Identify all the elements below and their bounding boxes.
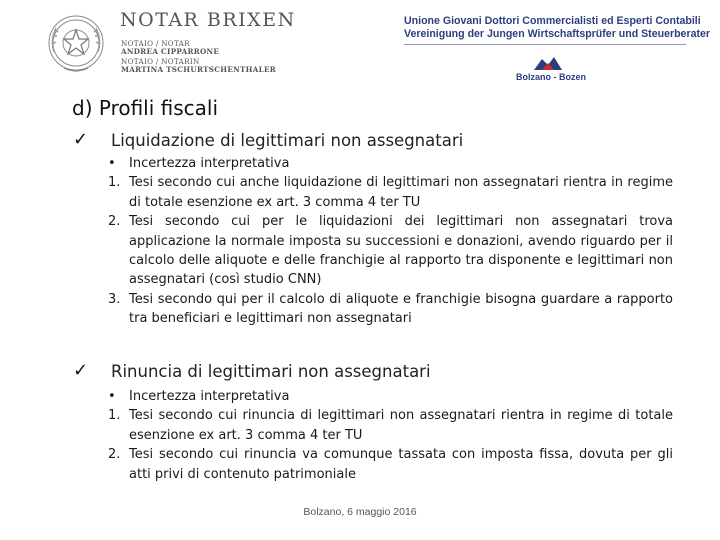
list-item [108,212,673,290]
list-item [108,406,673,445]
list-item-text: Tesi secondo cui per le liquidazioni dei legittimari non assegnatari trova applicazione la normale imposta su successioni e donazioni, avendo riguardo per il calcolo delle aliquote e delle franchigie al rapporto tra disponente e legittimari non assegnatari (così studio CNN) [129,214,673,288]
notary-name-2: MARTINA TSCHURTSCHENTHALER [121,65,277,74]
notary-emblem-icon [40,10,112,76]
list-item-text: Tesi secondo cui rinuncia di legittimari non assegnatari rientra in regime di totale esenzione ex art. 3 comma 4 ter TU [129,408,673,443]
association-line-it: Unione Giovani Dottori Commercialisti ed Esperti Contabili [404,15,701,27]
list-item-text: Tesi secondo qui per il calcolo di aliquote e franchigie bisogna guardare a rapporto tra beneficiari e legittimari non assegnatari [129,291,673,327]
section-list-liquidazione [108,154,673,329]
association-divider [404,44,686,45]
check-icon: ✓ [73,129,89,150]
list-number: 1. [108,408,121,424]
bullet-marker: • [108,389,116,404]
list-item [108,154,673,173]
notary-name-1: ANDREA CIPPARRONE [121,47,220,56]
association-line-de: Vereinigung der Jungen Wirtschaftsprüfer und Steuerberater [404,28,711,40]
list-number: 1. [108,175,121,191]
notary-label-1: NOTAIO / NOTAR [121,39,190,48]
section-title-rinuncia: Rinuncia di legittimari non assegnatari [111,362,431,381]
list-item [108,445,673,484]
section-title-liquidazione: Liquidazione di legittimari non assegnatari [111,131,464,150]
notary-label-2: NOTAIO / NOTARIN [121,57,200,66]
list-item-text: Incertezza interpretativa [129,389,290,404]
list-number: 3. [108,291,121,307]
list-item-text: Tesi secondo cui rinuncia va comunque tassata con imposta fissa, dovuta per gli atti privi di contenuto patrimoniale [129,447,673,482]
footer-date: Bolzano, 6 maggio 2016 [303,506,417,518]
association-city: Bolzano - Bozen [516,72,586,82]
list-item [108,387,673,406]
list-number: 2. [108,447,121,463]
page-title: d) Profili fiscali [72,96,219,120]
check-icon: ✓ [73,360,89,381]
association-logo-icon [532,54,564,73]
list-item-text: Incertezza interpretativa [129,156,290,171]
notary-title: NOTAR BRIXEN [120,9,296,31]
list-number: 2. [108,214,121,230]
list-item [108,290,673,329]
bullet-marker: • [108,156,116,171]
list-item [108,173,673,212]
list-item-text: Tesi secondo cui anche liquidazione di legittimari non assegnatari rientra in regime di totale esenzione ex art. 3 comma 4 ter TU [129,175,673,210]
association-name [404,15,710,41]
section-list-rinuncia [108,387,673,484]
